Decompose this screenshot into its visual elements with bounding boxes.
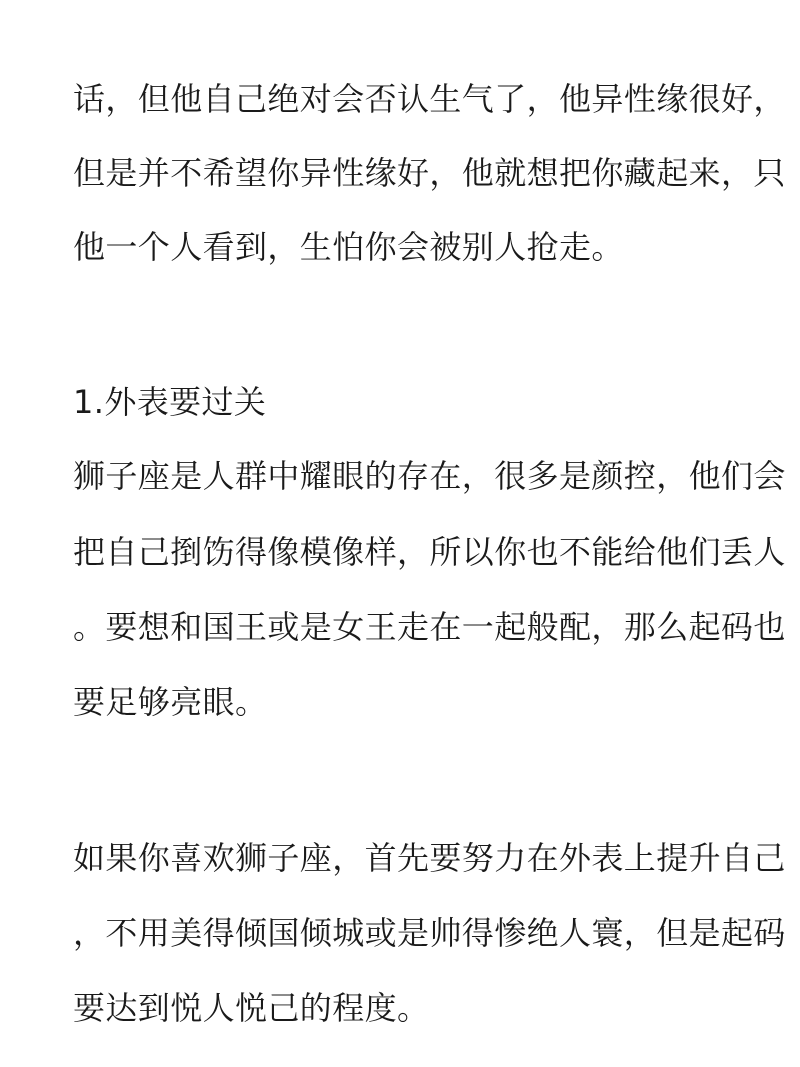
paragraph-2-line-1: 狮子座是人群中耀眼的存在，很多是颜控，他们会 — [73, 457, 786, 495]
paragraph-3-line-2: ，不用美得倾国倾城或是帅得惨绝人寰，但是起码 — [73, 914, 786, 952]
paragraph-3-line-3: 要达到悦人悦己的程度。 — [73, 989, 430, 1027]
paragraph-1-line-1: 话，但他自己绝对会否认生气了，他异性缘很好， — [73, 80, 786, 118]
paragraph-1-line-2: 但是并不希望你异性缘好，他就想把你藏起来，只 — [73, 154, 786, 192]
paragraph-2-line-2: 把自己捯饬得像模像样，所以你也不能给他们丢人 — [73, 533, 786, 571]
paragraph-2-line-4: 要足够亮眼。 — [73, 683, 268, 721]
section-heading: 1.外表要过关 — [73, 383, 267, 421]
paragraph-1-line-3: 他一个人看到，生怕你会被别人抢走。 — [73, 228, 624, 266]
paragraph-2-line-3: 。要想和国王或是女王走在一起般配，那么起码也 — [73, 608, 786, 646]
paragraph-3-line-1: 如果你喜欢狮子座，首先要努力在外表上提升自己 — [73, 839, 786, 877]
